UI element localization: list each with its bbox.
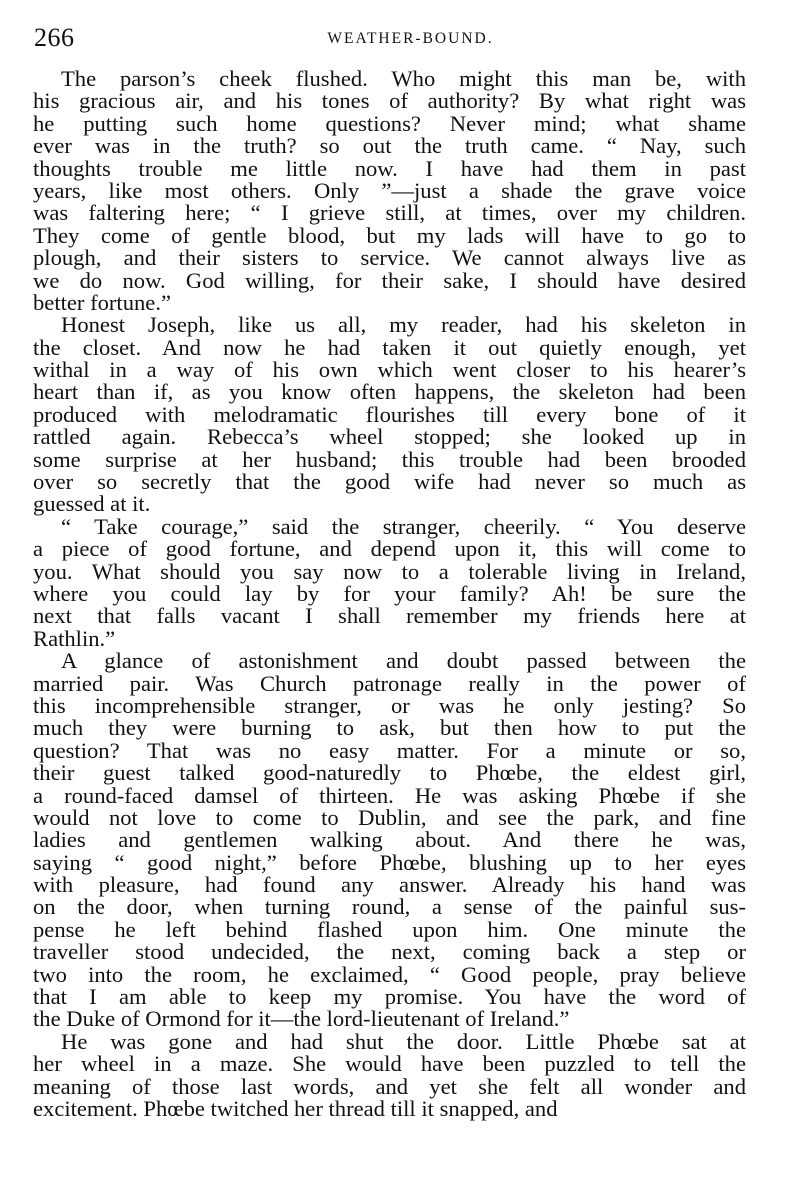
text-line: with pleasure, had found any answer. Already his hand was <box>33 872 746 898</box>
paragraph <box>33 68 746 314</box>
paragraph <box>33 314 746 516</box>
paragraph <box>33 650 746 1031</box>
text-line: meaning of those last words, and yet she felt all wonder and <box>33 1073 746 1099</box>
text-line: pense he left behind flashed upon him. One minute the <box>33 916 746 942</box>
text-line: their guest talked good-naturedly to Phœbe, the eldest girl, <box>33 760 746 786</box>
text-line: he putting such home questions? Never mind; what shame <box>33 110 746 136</box>
text-line: He was gone and had shut the door. Little Phœbe sat at <box>61 1028 746 1054</box>
text-line: where you could lay by for your family? Ah! be sure the <box>33 580 746 606</box>
text-line: this incomprehensible stranger, or was he only jesting? So <box>33 692 746 718</box>
text-line: Honest Joseph, like us all, my reader, had his skeleton in <box>61 312 746 338</box>
text-line: you. What should you say now to a tolerable living in Ireland, <box>33 558 746 584</box>
text-line: over so secretly that the good wife had never so much as <box>33 469 746 495</box>
text-line: excitement. Phœbe twitched her thread till it snapped, and <box>33 1095 558 1121</box>
text-line: years, like most others. Only ”—just a shade the grave voice <box>33 177 746 203</box>
text-line: her wheel in a maze. She would have been puzzled to tell the <box>33 1051 746 1077</box>
text-line: saying “ good night,” before Phœbe, blushing up to her eyes <box>33 849 746 875</box>
text-line: ever was in the truth? so out the truth came. “ Nay, such <box>33 133 746 159</box>
running-head <box>34 22 747 54</box>
text-line: guessed at it. <box>33 491 151 517</box>
text-line: on the door, when turning round, a sense of the painful sus- <box>33 894 746 920</box>
text-line: question? That was no easy matter. For a minute or so, <box>33 737 746 763</box>
text-line: some surprise at her husband; this trouble had been brooded <box>33 446 746 472</box>
text-line: a piece of good fortune, and depend upon it, this will come to <box>33 536 746 562</box>
text-line: the closet. And now he had taken it out quietly enough, yet <box>33 334 746 360</box>
text-line: Rathlin.” <box>33 625 116 651</box>
text-line: The parson’s cheek flushed. Who might this man be, with <box>61 66 746 91</box>
text-line: traveller stood undecided, the next, coming back a step or <box>33 939 746 965</box>
page-number: 266 <box>34 23 75 52</box>
running-title: WEATHER-BOUND. <box>327 30 494 47</box>
text-line: They come of gentle blood, but my lads will have to go to <box>33 222 746 248</box>
text-line: the Duke of Ormond for it—the lord-lieutenant of Ireland.” <box>33 1006 570 1032</box>
text-line: thoughts trouble me little now. I have had them in past <box>33 155 746 181</box>
text-line: A glance of astonishment and doubt passed between the <box>61 648 746 674</box>
text-line: much they were burning to ask, but then how to put the <box>33 715 746 741</box>
text-line: a round-faced damsel of thirteen. He was asking Phœbe if she <box>33 782 746 808</box>
text-line: better fortune.” <box>33 289 172 315</box>
text-line: produced with melodramatic flourishes till every bone of it <box>33 401 746 427</box>
body-text <box>33 68 746 1120</box>
text-line: ladies and gentlemen walking about. And there he was, <box>33 827 746 853</box>
text-line: married pair. Was Church patronage really in the power of <box>33 670 746 696</box>
text-line: two into the room, he exclaimed, “ Good people, pray believe <box>33 961 746 987</box>
paragraph <box>33 513 746 651</box>
text-line: withal in a way of his own which went closer to his hearer’s <box>33 357 746 383</box>
text-line: that I am able to keep my promise. You have the word of <box>33 984 746 1010</box>
text-line: his gracious air, and his tones of authority? By what right was <box>33 88 746 114</box>
text-line: plough, and their sisters to service. We cannot always live as <box>33 245 746 271</box>
text-line: would not love to come to Dublin, and see the park, and fine <box>33 804 746 830</box>
paragraph <box>33 1028 746 1121</box>
text-line: “ Take courage,” said the stranger, cheerily. “ You deserve <box>61 513 746 539</box>
text-line: heart than if, as you know often happens, the skeleton had been <box>33 379 746 405</box>
text-line: next that falls vacant I shall remember my friends here at <box>33 603 746 629</box>
text-line: was faltering here; “ I grieve still, at times, over my children. <box>33 200 746 226</box>
text-line: rattled again. Rebecca’s wheel stopped; she looked up in <box>33 424 746 450</box>
text-line: we do now. God willing, for their sake, I should have desired <box>33 267 746 293</box>
